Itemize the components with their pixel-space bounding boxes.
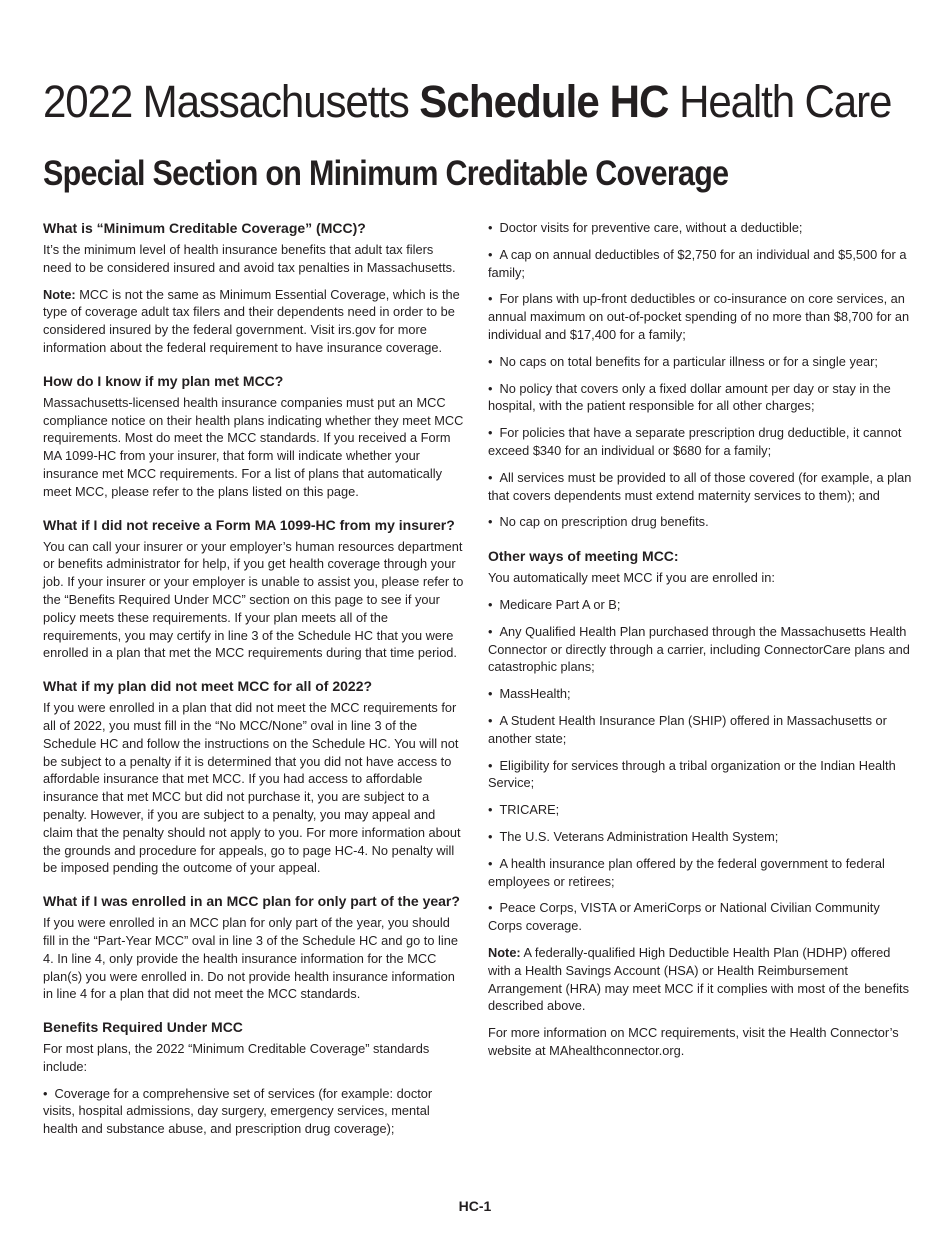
note-label: Note: [43,286,76,302]
list-item: • No caps on total benefits for a particular illness or for a single year; [488,353,912,371]
list-item: • TRICARE; [488,801,912,819]
title-schedule-hc: Schedule HC [419,76,669,127]
note-text: MCC is not the same as Minimum Essential Coverage, which is the type of coverage adult tax filers and their dependents need in order to be considered insured by the federal government. Visit irs.gov for more information about the federal requirement to have insurance coverage. [43,286,460,355]
paragraph-more-info: For more information on MCC requirements, visit the Health Connector’s website at MAhealthconnector.org. [488,1025,899,1058]
list-item: • For plans with up-front deductibles or co-insurance on core services, an annual maximum on out-of-pocket spending of no more than $8,700 for an individual and $17,400 for a family; [488,290,912,343]
paragraph-how-do-i-know: Massachusetts-licensed health insurance companies must put an MCC compliance notice on their health plans indicating whether they meet MCC requirements. Most do meet the MCC standards. If you received a Form MA 1099-HC from your insurer, that form will indicate whether your insurance met MCC requirements. For a list of plans that automatically meet MCC, please refer to the plans listed on this page. [43,394,464,499]
note-label: Note: [488,944,521,960]
paragraph-no-form: You can call your insurer or your employer’s human resources department or benefits administrator for help, if you get health coverage through your job. If your insurer or your employer is unable to assist you, please refer to the “Benefits Required Under MCC” section on this page to see if your policy meets these requirements. If your plan meets all of the requirements, you may certify in line 3 of the Schedule HC that you were enrolled in a plan that met the MCC requirements during that time period. [43,538,464,661]
note-text: A federally-qualified High Deductible Health Plan (HDHP) offered with a Health Savings Account (HSA) or Health Reimbursement Arrangement (HRA) may meet MCC if it complies with most of the benefits described above. [488,944,910,1014]
note-mcc-vs-mec [43,286,465,357]
right-column [488,219,912,1069]
paragraph-did-not-meet: If you were enrolled in a plan that did not meet the MCC requirements for all of 2022, you must fill in the “No MCC/None” oval in line 3 of the Schedule HC and follow the instructions on the Schedule HC. You will not be subject to a penalty if it is determined that you did not have access to affordable insurance that met MCC. If you had access to affordable insurance that met MCC but did not purchase it, you are subject to a penalty. However, if you are subject to a penalty, you may appeal and claim that the penalty should not apply to you. For more information about the grounds and procedure for appeals, go to page HC-4. No penalty will be imposed pending the outcome of your appeal. [43,700,461,876]
title-prefix: 2022 Massachusetts [43,76,420,127]
list-item: • A cap on annual deductibles of $2,750 for an individual and $5,500 for a family; [488,246,912,282]
list-item: • Any Qualified Health Plan purchased through the Massachusetts Health Connector or directly through a carrier, including ConnectorCare plans and catastrophic plans; [488,623,912,676]
section-heading-other-ways: Other ways of meeting MCC: [488,548,679,565]
list-item: • The U.S. Veterans Administration Health System; [488,828,912,846]
list-item: • All services must be provided to all of those covered (for example, a plan that covers dependents must extend maternity services to them); and [488,469,912,505]
section-heading-benefits-required: Benefits Required Under MCC [43,1019,243,1036]
list-item: • No policy that covers only a fixed dollar amount per day or stay in the hospital, with the patient responsible for all other charges; [488,380,912,416]
list-item: • Eligibility for services through a tribal organization or the Indian Health Service; [488,757,912,793]
list-item: • Doctor visits for preventive care, without a deductible; [488,219,912,237]
list-item: • A health insurance plan offered by the federal government to federal employees or retirees; [488,855,912,891]
list-item: • No cap on prescription drug benefits. [488,513,912,531]
paragraph-benefits-intro: For most plans, the 2022 “Minimum Creditable Coverage” standards include: [43,1041,430,1074]
paragraph-part-year: If you were enrolled in an MCC plan for only part of the year, you should fill in the “Part-Year MCC” oval in line 3 of the Schedule HC and go to line 4. In line 4, only provide the health insurance information for the MCC plan(s) you were enrolled in. Do not provide health insurance information in line 4 for a plan that did not meet the MCC standards. [43,915,458,1002]
left-column [43,219,465,1147]
list-item: • MassHealth; [488,685,912,703]
page-subtitle: Special Section on Minimum Creditable Coverage [43,154,729,193]
section-heading-part-year: What if I was enrolled in an MCC plan for only part of the year? [43,893,460,910]
section-heading-did-not-meet: What if my plan did not meet MCC for all of 2022? [43,678,373,695]
section-heading-no-form: What if I did not receive a Form MA 1099-HC from my insurer? [43,516,455,533]
list-item: • For policies that have a separate prescription drug deductible, it cannot exceed $340 for an individual or $680 for a family; [488,424,912,460]
list-item: • Peace Corps, VISTA or AmeriCorps or National Civilian Community Corps coverage. [488,899,912,935]
section-heading-how-do-i-know: How do I know if my plan met MCC? [43,372,284,389]
list-item: • Coverage for a comprehensive set of services (for example: doctor visits, hospital admissions, day surgery, emergency services, mental health and substance abuse, and prescription drug coverage); [43,1085,465,1138]
page-number: HC-1 [458,1198,492,1214]
paragraph-other-ways-intro: You automatically meet MCC if you are enrolled in: [488,570,775,586]
list-item: • A Student Health Insurance Plan (SHIP) offered in Massachusetts or another state; [488,712,912,748]
section-heading-what-is-mcc: What is “Minimum Creditable Coverage” (MCC)? [43,220,366,236]
page-title [43,76,891,128]
list-item: • Medicare Part A or B; [488,596,912,614]
paragraph-what-is-mcc: It’s the minimum level of health insurance benefits that adult tax filers need to be considered insured and avoid tax penalties in Massachusetts. [43,242,456,275]
title-suffix: Health Care [668,76,892,127]
note-hdhp [488,944,912,1015]
